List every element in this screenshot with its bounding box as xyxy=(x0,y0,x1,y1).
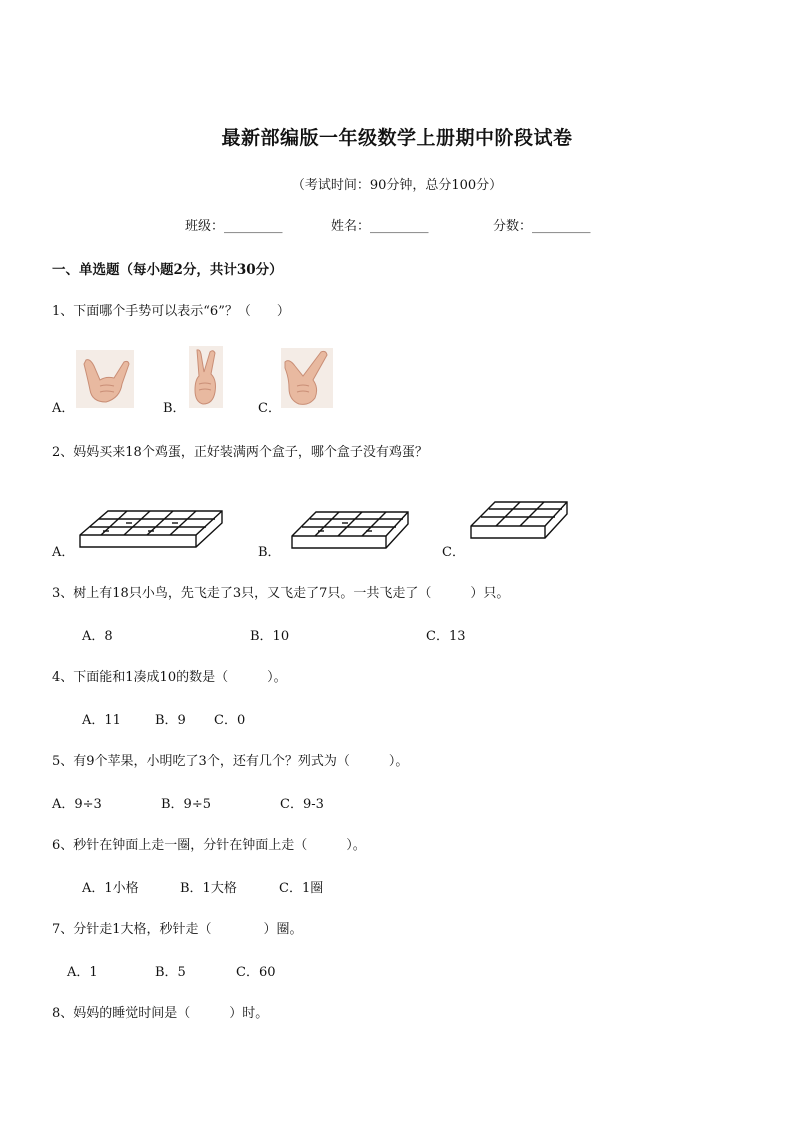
q5-option-b[interactable]: B．9÷5 xyxy=(161,797,211,812)
q3-option-a[interactable]: A．8 xyxy=(82,629,113,644)
q3-option-b[interactable]: B．10 xyxy=(250,629,290,644)
egg-box-image-b xyxy=(290,508,412,552)
question-1: 1、下面哪个手势可以表示“6”？（ ） xyxy=(52,304,290,319)
hand-gesture-image-a xyxy=(76,350,134,408)
q7-option-a[interactable]: A．1 xyxy=(67,965,98,980)
q1-option-a[interactable]: A． xyxy=(52,401,75,416)
q1-option-b[interactable]: B． xyxy=(163,401,186,416)
q6-option-c[interactable]: C．1圈 xyxy=(279,881,324,896)
page-title: 最新部编版一年级数学上册期中阶段试卷 xyxy=(221,127,573,149)
q1-option-c[interactable]: C． xyxy=(258,401,281,416)
q2-option-c[interactable]: C． xyxy=(442,545,465,560)
q4-option-b[interactable]: B．9 xyxy=(155,713,186,728)
hand-gesture-image-b xyxy=(189,346,223,408)
exam-subtitle: （考试时间：90分钟，总分100分） xyxy=(291,178,503,193)
egg-box-image-c xyxy=(469,498,569,542)
q2-option-b[interactable]: B． xyxy=(258,545,281,560)
egg-box-image-a xyxy=(78,505,226,551)
q5-option-c[interactable]: C．9-3 xyxy=(280,797,324,812)
question-3: 3、树上有18只小鸟，先飞走了3只，又飞走了7只。一共飞走了（ ）只。 xyxy=(52,586,510,601)
q7-option-b[interactable]: B．5 xyxy=(155,965,186,980)
question-7: 7、分针走1大格，秒针走（ ）圈。 xyxy=(52,922,303,937)
question-4: 4、下面能和1凑成10的数是（ ）。 xyxy=(52,670,287,685)
name-field[interactable]: 姓名：_________ xyxy=(331,219,429,234)
q5-option-a[interactable]: A．9÷3 xyxy=(52,797,102,812)
class-field[interactable]: 班级：_________ xyxy=(185,219,283,234)
q6-option-a[interactable]: A．1小格 xyxy=(82,881,139,896)
hand-gesture-image-c xyxy=(281,348,333,408)
question-8: 8、妈妈的睡觉时间是（ ）时。 xyxy=(52,1006,269,1021)
q3-option-c[interactable]: C．13 xyxy=(426,629,466,644)
q4-option-a[interactable]: A．11 xyxy=(82,713,121,728)
score-field[interactable]: 分数：_________ xyxy=(493,219,591,234)
q2-option-a[interactable]: A． xyxy=(52,545,75,560)
q7-option-c[interactable]: C．60 xyxy=(236,965,276,980)
section-heading: 一、单选题（每小题2分，共计30分） xyxy=(52,262,283,278)
question-6: 6、秒针在钟面上走一圈，分针在钟面上走（ ）。 xyxy=(52,838,366,853)
question-2: 2、妈妈买来18个鸡蛋，正好装满两个盒子，哪个盒子没有鸡蛋？ xyxy=(52,445,428,460)
question-5: 5、有9个苹果，小明吃了3个，还有几个？列式为（ ）。 xyxy=(52,754,409,769)
q6-option-b[interactable]: B．1大格 xyxy=(180,881,237,896)
q4-option-c[interactable]: C．0 xyxy=(214,713,246,728)
